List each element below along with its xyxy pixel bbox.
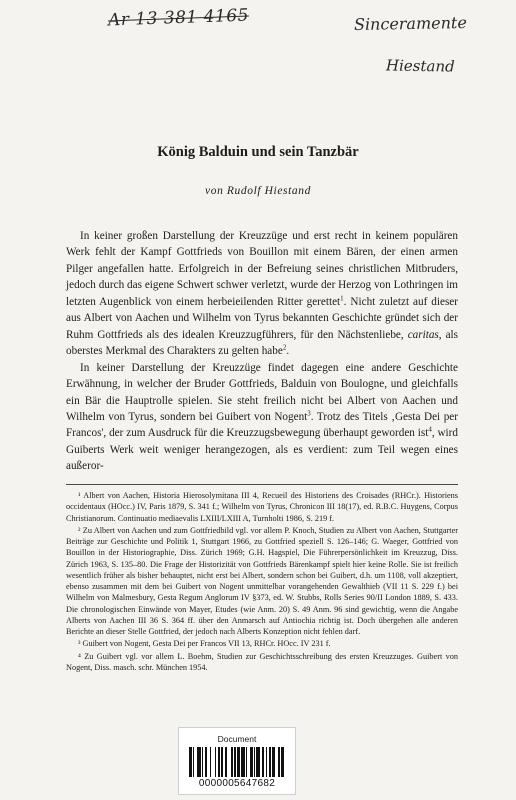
handwritten-shelfmark: Ar 13 381 4165 <box>107 5 250 31</box>
footnote-marker: 2 <box>282 343 287 352</box>
handwritten-signature: Hiestand <box>385 56 455 76</box>
handwritten-dedication: Sinceramente <box>353 13 468 34</box>
body-paragraph <box>66 360 458 475</box>
body-text: . Nicht zuletzt auf dieser aus Albert von Aachen und Wilhelm von Tyrus bekannten Geschichte gründet sich der Ruhm Gottfrieds als des idealen Kreuzzugführers, für den Nächstenliebe, <box>66 295 458 341</box>
footnote-marker: 1 <box>340 294 344 303</box>
article-title: König Balduin und sein Tanzbär <box>157 144 359 160</box>
barcode-bar <box>284 747 285 777</box>
document-barcode-label <box>178 727 296 795</box>
footnote: ⁴ Zu Guibert vgl. vor allem L. Boehm, Studien zur Geschichtsschreibung des ersten Kreuzzuges. Guibert von Nogent, Diss. masch. schr. München 1954. <box>66 651 458 672</box>
body-text: , als oberstes Merkmal des Charakters zu gelten habe <box>66 328 458 358</box>
body-text: , wird Guiberts Werk weit weniger herangezogen, als es verdient: zum Teil wegen eines außeror- <box>66 427 458 473</box>
body-paragraph <box>66 228 458 360</box>
article-body <box>66 228 458 475</box>
barcode-number: 0000005647682 <box>198 778 276 789</box>
footnote-divider <box>66 484 458 485</box>
footnotes <box>66 490 458 674</box>
article-author: von Rudolf Hiestand <box>205 185 311 197</box>
barcode-icon <box>189 747 285 777</box>
footnote-marker: 4 <box>428 425 432 434</box>
body-text: In keiner Darstellung der Kreuzzüge findet dagegen eine andere Geschichte Erwähnung, in welcher der Bruder Gottfrieds, Balduin von Boulogne, und gleichfalls ein Bär die Hauptrolle spielen. Sie steht freilich nicht bei Albert von Aachen und Wilhelm von Tyrus, sondern bei Guibert von Nogent <box>66 361 458 423</box>
footnote-marker: 3 <box>307 409 311 418</box>
body-text: . Trotz des Titels ‚Gesta Dei per Francos', der zum Ausdruck für die Kreuzzugsbewegung überhaupt geworden ist <box>66 410 458 440</box>
emphasis-text: caritas <box>407 328 439 341</box>
footnote: ³ Guibert von Nogent, Gesta Dei per Francos VII 13, RHCr. HOcc. IV 231 f. <box>78 639 331 649</box>
body-text: . <box>286 345 290 358</box>
barcode-label-title: Document <box>217 734 257 744</box>
body-text: In keiner großen Darstellung der Kreuzzüge und erst recht in keinem populären Werk fehlt der Kampf Gottfrieds von Bouillon mit einem Bären, der einen armen Pilger angefallen hatte. Erfolgreich in der Befreiung seines christlichen Mitbruders, jedoch durch das eigene Schwert schwer verletzt, wurde der Herzog von Lothringen im letzten Augenblick von einem herbeieilenden Ritter gerettet <box>66 230 458 308</box>
footnote: ¹ Albert von Aachen, Historia Hierosolymitana III 4, Recueil des Historiens des Croisades (RHCr.). Historiens occidentaux (HOcc.) IV, Paris 1879, S. 341 f.; Wilhelm von Tyrus, Chronicon III 18(17), ed. R.B.C. Huygens, Corpus Christianorum. Continuatio mediaevalis LXIII/LXIII A, Turnholti 1986, S. 219 f. <box>66 491 458 523</box>
footnote: ² Zu Albert von Aachen und zum Gottfriedbild vgl. vor allem P. Knoch, Studien zu Albert von Aachen, Stuttgarter Beiträge zur Geschichte und Politik 1, Stuttgart 1966, zu Gottfried speziell S. 126–146; G. Waeger, Gottfried von Bouillon in der Historiographie, Diss. Zürich 1969; G.H. Hagspiel, Die Führerpersönlichkeit im Kreuzzug, Diss. Zürich 1963, S. 135–80. Die Frage der Historizität von Gottfrieds Bärenkampf spielt hier keine Rolle. Sie ist freilich wesentlich früher als bisher behauptet, nicht erst bei Albert, sondern schon bei Guibert, d.h. um 1108, voll akzeptiert, ebenso zusammen mit dem bei Guibert von Nogent unmittelbar vorangehenden Gewalthieb (VII 11 S. 229 f.) bei Wilhelm von Malmesbury, Gesta Regum Anglorum IV §373, ed. W. Stubbs, Rolls Series 90/II London 1889, S. 433. Die chronologischen Einwände von Mayer, Etudes (wie Anm. 20) S. 49 Anm. 96 sind gewichtig, wenn die Angabe Alberts von Aachen III 36 S. 364 ff. über den Anmarsch auf Antiochia richtig ist. Doch übergehen alle anderen Berichte an dieser Stelle Gottfried, der jedoch nach Alberts Konzeption nicht fehlen darf. <box>66 525 458 636</box>
